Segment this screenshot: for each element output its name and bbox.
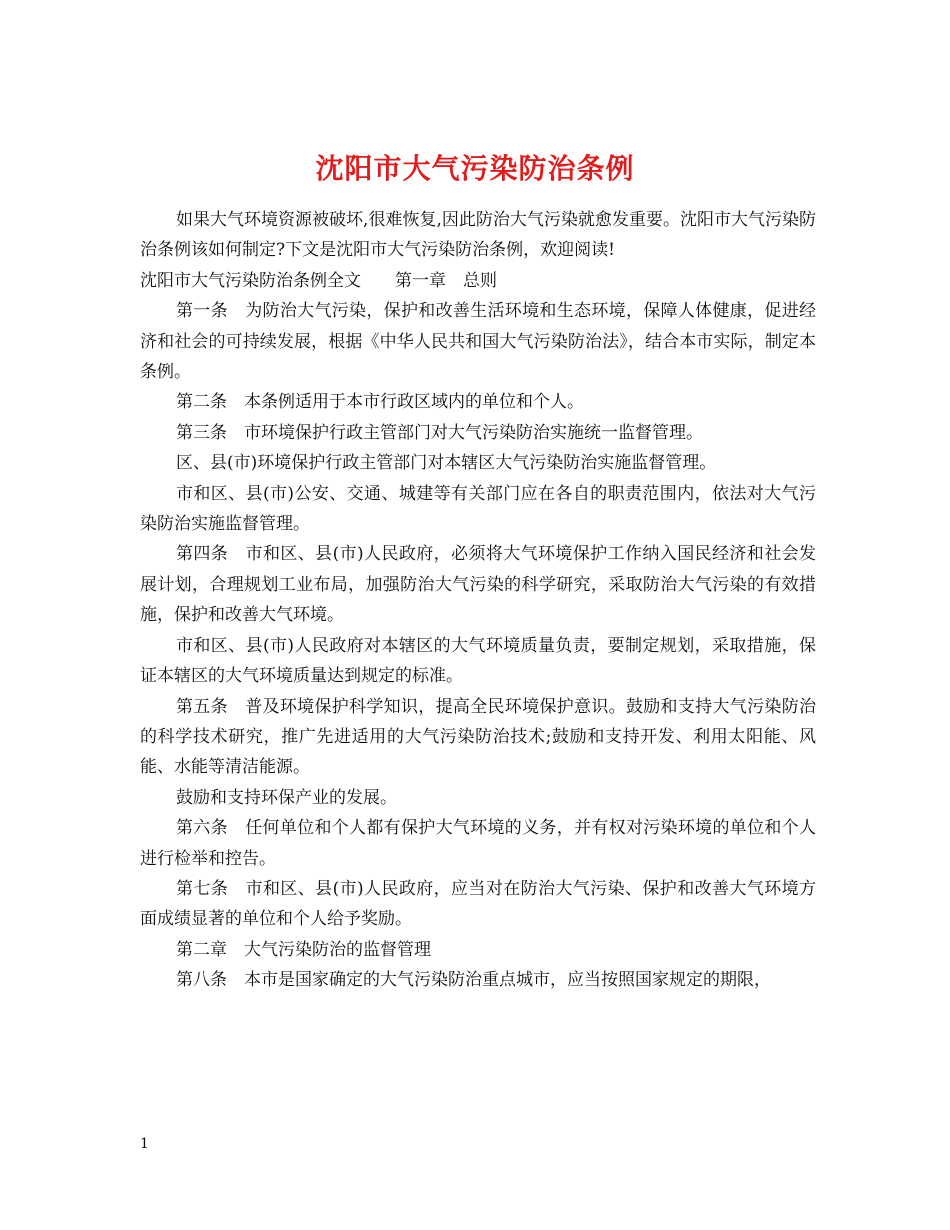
document-title: 沈阳市大气污染防治条例: [315, 151, 635, 185]
paragraph-article-2: 第二条 本条例适用于本市行政区域内的单位和个人。: [176, 392, 584, 413]
paragraph-article-6: 第六条 任何单位和个人都有保护大气环境的义务，并有权对污染环境的单位和个人进行检举和控告。: [140, 818, 816, 869]
paragraph-chapter-one-heading: 沈阳市大气污染防治条例全文 第一章 总则: [140, 270, 497, 291]
paragraph-article-3-clause-3: 市和区、县(市)公安、交通、城建等有关部门应在各自的职责范围内，依法对大气污染防治实施监督管理。: [140, 483, 816, 535]
paragraph-article-5-clause-2: 鼓励和支持环保产业的发展。: [176, 787, 397, 808]
paragraph-article-1: 第一条 为防治大气污染，保护和改善生活环境和生态环境，保障人体健康，促进经济和社会的可持续发展，根据《中华人民共和国大气污染防治法》，结合本市实际，制定本条例。: [140, 301, 816, 383]
paragraph-article-3: 第三条 市环境保护行政主管部门对大气污染防治实施统一监督管理。: [176, 422, 703, 443]
paragraph-article-4: 第四条 市和区、县(市)人民政府，必须将大气环境保护工作纳入国民经济和社会发展计划，合理规划工业布局，加强防治大气污染的科学研究，采取防治大气污染的有效措施，保护和改善大气环境。: [140, 544, 816, 626]
document-body: [140, 205, 816, 996]
paragraph-article-3-clause-2: 区、县(市)环境保护行政主管部门对本辖区大气污染防治实施监督管理。: [176, 453, 717, 474]
paragraph-article-4-clause-2: 市和区、县(市)人民政府对本辖区的大气环境质量负责，要制定规划，采取措施，保证本辖区的大气环境质量达到规定的标准。: [140, 635, 816, 687]
page-number: 1: [140, 1136, 149, 1152]
paragraph-article-7: 第七条 市和区、县(市)人民政府，应当对在防治大气污染、保护和改善大气环境方面成绩显著的单位和个人给予奖励。: [140, 878, 816, 930]
paragraph-intro: 如果大气环境资源被破坏,很难恢复,因此防治大气污染就愈发重要。沈阳市大气污染防治条例该如何制定?下文是沈阳市大气污染防治条例，欢迎阅读!: [140, 210, 816, 261]
paragraph-article-5: 第五条 普及环境保护科学知识，提高全民环境保护意识。鼓励和支持大气污染防治的科学技术研究，推广先进适用的大气污染防治技术;鼓励和支持开发、利用太阳能、风能、水能等清洁能源。: [140, 696, 816, 778]
paragraph-article-8: 第八条 本市是国家确定的大气污染防治重点城市，应当按照国家规定的期限，: [176, 970, 771, 991]
paragraph-chapter-two-heading: 第二章 大气污染防治的监督管理: [176, 939, 431, 960]
